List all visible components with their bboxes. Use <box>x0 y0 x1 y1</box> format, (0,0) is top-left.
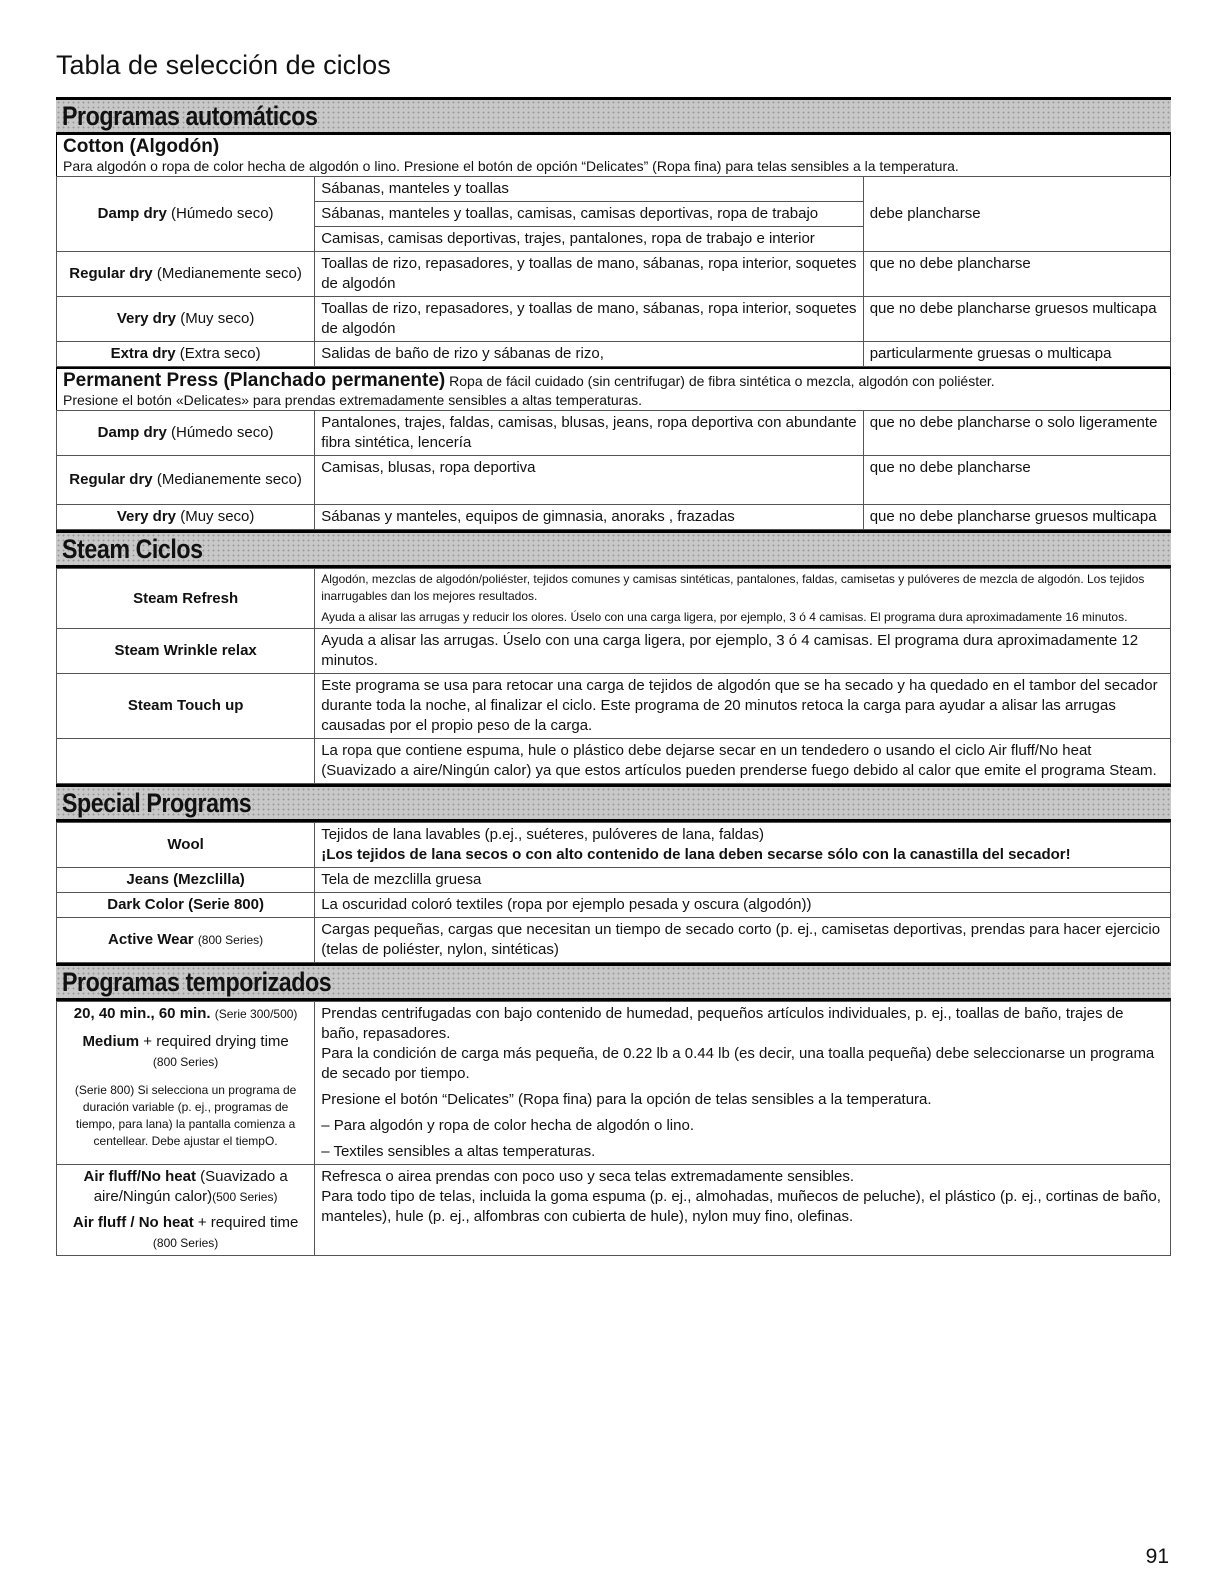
cotton-very-note: que no debe plancharse gruesos multicapa <box>863 297 1170 342</box>
perm-very-note: que no debe plancharse gruesos multicapa <box>863 505 1170 530</box>
timed-desc: Prendas centrifugadas con bajo contenido de humedad, pequeños artículos individuales, p. ej., toallas de baño, trajes de baño, repasadores. Para la condición de carga más pequeña, de 0.22 lb a 0.44 lb (es decir, una toalla pequeña) debe seleccionarse un programa de secado por tiempo. Presione el botón “Delicates” (Ropa fina) para la opción de telas sensibles a la temperatura. – Para algodón y ropa de color hecha de algodón o lino. – Textiles sensibles a altas temperaturas. <box>315 1002 1171 1165</box>
steam-touch-label: Steam Touch up <box>57 674 315 739</box>
steam-wrinkle-desc: Ayuda a alisar las arrugas. Úselo con una carga ligera, por ejemplo, 3 ó 4 camisas. El programa dura aproximadamente 12 minutos. <box>315 629 1171 674</box>
cotton-extra-desc: Salidas de baño de rizo y sábanas de rizo, <box>315 342 863 367</box>
cotton-damp-2: Sábanas, manteles y toallas, camisas, camisas deportivas, ropa de trabajo <box>315 202 863 227</box>
active-desc: Cargas pequeñas, cargas que necesitan un tiempo de secado corto (p. ej., camisetas deportivas, prendas para hacer ejercicio (telas de poliéster, nylon, sintéticas) <box>315 918 1171 963</box>
perm-header <box>56 367 1171 410</box>
cotton-damp-note: debe plancharse <box>863 177 1170 252</box>
cycle-table <box>56 97 1171 1256</box>
page-title: Tabla de selección de ciclos <box>56 50 391 80</box>
section-title: Special Programs <box>62 788 252 818</box>
cotton-header <box>56 135 1171 176</box>
steam-warning: La ropa que contiene espuma, hule o plástico debe dejarse secar en un tendedero o usando el ciclo Air fluff/No heat (Suavizado a aire/Ningún calor) ya que estos artículos pueden prenderse fuego debido al calor que emite el programa Steam. <box>315 739 1171 784</box>
section-bar-special <box>56 784 1171 822</box>
perm-very-label: Very dry (Muy seco) <box>57 505 315 530</box>
dark-desc: La oscuridad coloró textiles (ropa por ejemplo pesada y oscura (algodón)) <box>315 893 1171 918</box>
jeans-label: Jeans (Mezclilla) <box>57 868 315 893</box>
perm-damp-label: Damp dry (Húmedo seco) <box>57 411 315 456</box>
perm-damp-desc: Pantalones, trajes, faldas, camisas, blusas, jeans, ropa deportiva con abundante fibra sintética, lencería <box>315 411 863 456</box>
cotton-regular-label: Regular dry (Medianemente seco) <box>57 252 315 297</box>
perm-table <box>56 410 1171 530</box>
perm-heading: Permanent Press (Planchado permanente) <box>63 370 446 391</box>
steam-warning-empty <box>57 739 315 784</box>
perm-regular-note: que no debe plancharse <box>863 456 1170 505</box>
cotton-extra-label: Extra dry (Extra seco) <box>57 342 315 367</box>
cotton-heading: Cotton (Algodón) <box>63 136 220 157</box>
steam-refresh-desc: Algodón, mezclas de algodón/poliéster, tejidos comunes y camisas sintéticas, pantalones, faldas, camisetas y pulóveres de mezcla de algodón. Los tejidos inarrugables dan los mejores resultados. Ayuda a alisar las arrugas y reducir los olores. Úselo con una carga ligera, por ejemplo, 3 ó 4 camisas. El programa dura aproximadamente 16 minutos. <box>315 569 1171 629</box>
perm-desc-inline: Ropa de fácil cuidado (sin centrifugar) de fibra sintética o mezcla, algodón con poliéster. <box>449 373 995 389</box>
steam-table <box>56 568 1171 784</box>
section-bar-timed <box>56 963 1171 1001</box>
air-desc: Refresca o airea prendas con poco uso y seca telas extremadamente sensibles. Para todo tipo de telas, incluida la goma espuma (p. ej., almohadas, muñecos de peluche), el plástico (p. ej., cortinas de baño, manteles), hule (p. ej., alfombras con cubierta de hule), nylon muy fino, olefinas. <box>315 1165 1171 1256</box>
wool-desc: Tejidos de lana lavables (p.ej., suéteres, pulóveres de lana, faldas) ¡Los tejidos de lana secos o con alto contenido de lana deben secarse sólo con la canastilla del secador! <box>315 823 1171 868</box>
cotton-damp-3: Camisas, camisas deportivas, trajes, pantalones, ropa de trabajo e interior <box>315 227 863 252</box>
cotton-regular-note: que no debe plancharse <box>863 252 1170 297</box>
section-title: Programas temporizados <box>62 967 332 997</box>
steam-touch-desc: Este programa se usa para retocar una carga de tejidos de algodón que se ha secado y ha quedado en el tambor del secador durante toda la noche, al finalizar el ciclo. Este programa de 20 minutos retoca la carga para ayudar a alisar las arrugas causadas por el propio peso de la carga. <box>315 674 1171 739</box>
section-title: Steam Ciclos <box>62 534 203 564</box>
cotton-very-desc: Toallas de rizo, repasadores, y toallas de mano, sábanas, ropa interior, soquetes de algodón <box>315 297 863 342</box>
section-bar-steam <box>56 530 1171 568</box>
perm-damp-note: que no debe plancharse o solo ligeramente <box>863 411 1170 456</box>
page-number: 91 <box>1145 1545 1169 1568</box>
special-table <box>56 822 1171 963</box>
cotton-very-label: Very dry (Muy seco) <box>57 297 315 342</box>
cotton-regular-desc: Toallas de rizo, repasadores, y toallas de mano, sábanas, ropa interior, soquetes de algodón <box>315 252 863 297</box>
wool-label: Wool <box>57 823 315 868</box>
perm-very-desc: Sábanas y manteles, equipos de gimnasia, anoraks , frazadas <box>315 505 863 530</box>
cotton-damp-label: Damp dry (Húmedo seco) <box>57 177 315 252</box>
dark-label: Dark Color (Serie 800) <box>57 893 315 918</box>
timed-table <box>56 1001 1171 1256</box>
section-title: Programas automáticos <box>62 101 318 131</box>
steam-wrinkle-label: Steam Wrinkle relax <box>57 629 315 674</box>
steam-refresh-label: Steam Refresh <box>57 569 315 629</box>
section-bar-auto <box>56 97 1171 135</box>
jeans-desc: Tela de mezclilla gruesa <box>315 868 1171 893</box>
cotton-extra-note: particularmente gruesas o multicapa <box>863 342 1170 367</box>
active-label: Active Wear (800 Series) <box>57 918 315 963</box>
perm-regular-desc: Camisas, blusas, ropa deportiva <box>315 456 863 505</box>
cotton-table <box>56 176 1171 367</box>
cotton-desc: Para algodón o ropa de color hecha de algodón o lino. Presione el botón de opción “Delicates” (Ropa fina) para telas sensibles a la temperatura. <box>63 158 959 174</box>
timed-labels: 20, 40 min., 60 min. (Serie 300/500) Medium + required drying time (800 Series) (Serie 800) Si selecciona un programa de duración variable (p. ej., programas de tiempo, para lana) la pantalla comienza a centellear. Debe ajustar el tiempO. <box>57 1002 315 1165</box>
cotton-damp-1: Sábanas, manteles y toallas <box>315 177 863 202</box>
perm-regular-label: Regular dry (Medianemente seco) <box>57 456 315 505</box>
air-labels: Air fluff/No heat (Suavizado a aire/Ningún calor)(500 Series) Air fluff / No heat + required time (800 Series) <box>57 1165 315 1256</box>
perm-desc-2: Presione el botón «Delicates» para prendas extremadamente sensibles a altas temperaturas. <box>63 392 642 408</box>
